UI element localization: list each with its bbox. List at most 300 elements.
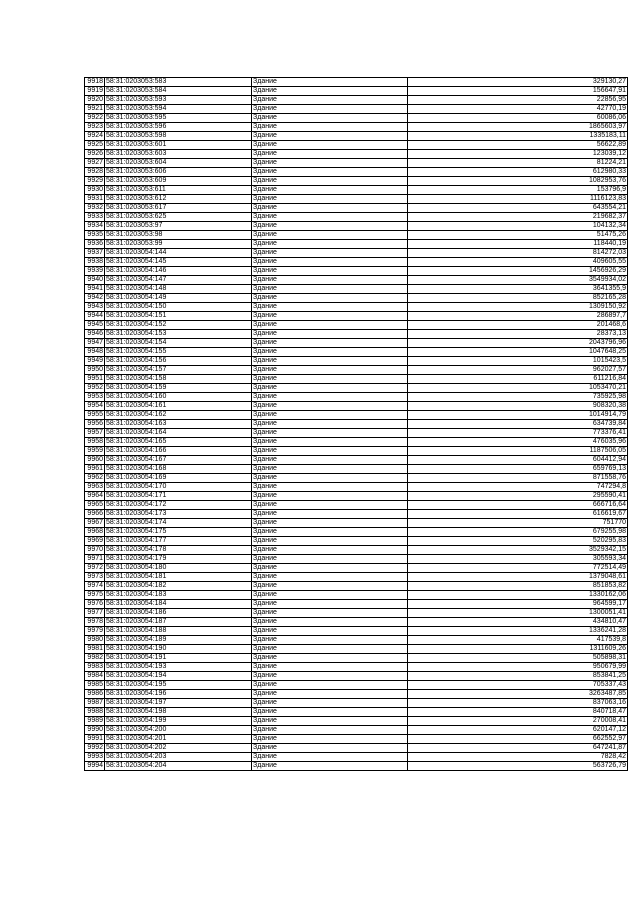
- cadastral-number: 58:31:0203054:189: [105, 636, 252, 645]
- table-row: [85, 609, 628, 618]
- row-number: 9959: [85, 447, 105, 456]
- object-type: Здание: [252, 312, 408, 321]
- table-row: [85, 681, 628, 690]
- object-type: Здание: [252, 564, 408, 573]
- object-type: Здание: [252, 627, 408, 636]
- object-type: Здание: [252, 78, 408, 87]
- object-type: Здание: [252, 267, 408, 276]
- object-type: Здание: [252, 303, 408, 312]
- object-type: Здание: [252, 582, 408, 591]
- row-number: 9934: [85, 222, 105, 231]
- row-number: 9983: [85, 663, 105, 672]
- row-number: 9920: [85, 96, 105, 105]
- cadastral-number: 58:31:0203054:194: [105, 672, 252, 681]
- cadastral-value: 837063,16: [408, 699, 628, 708]
- object-type: Здание: [252, 519, 408, 528]
- row-number: 9981: [85, 645, 105, 654]
- table-row: [85, 492, 628, 501]
- row-number: 9962: [85, 474, 105, 483]
- table-row: [85, 636, 628, 645]
- object-type: Здание: [252, 510, 408, 519]
- row-number: 9976: [85, 600, 105, 609]
- cadastral-number: 58:31:0203053:98: [105, 231, 252, 240]
- cadastral-value: 853841,25: [408, 672, 628, 681]
- row-number: 9947: [85, 339, 105, 348]
- table-row: [85, 204, 628, 213]
- cadastral-value: 735925,98: [408, 393, 628, 402]
- cadastral-number: 58:31:0203054:196: [105, 690, 252, 699]
- cadastral-value: 1456926,29: [408, 267, 628, 276]
- object-type: Здание: [252, 159, 408, 168]
- object-type: Здание: [252, 384, 408, 393]
- row-number: 9958: [85, 438, 105, 447]
- row-number: 9961: [85, 465, 105, 474]
- cadastral-value: 3529342,15: [408, 546, 628, 555]
- cadastral-number: 58:31:0203054:144: [105, 249, 252, 258]
- row-number: 9984: [85, 672, 105, 681]
- row-number: 9931: [85, 195, 105, 204]
- row-number: 9941: [85, 285, 105, 294]
- cadastral-value: 908320,38: [408, 402, 628, 411]
- cadastral-number: 58:31:0203054:183: [105, 591, 252, 600]
- table-row: [85, 510, 628, 519]
- cadastral-value: 409605,55: [408, 258, 628, 267]
- table-row: [85, 168, 628, 177]
- cadastral-number: 58:31:0203054:186: [105, 609, 252, 618]
- cadastral-number: 58:31:0203054:163: [105, 420, 252, 429]
- row-number: 9982: [85, 654, 105, 663]
- cadastral-number: 58:31:0203053:612: [105, 195, 252, 204]
- table-row: [85, 195, 628, 204]
- cadastral-number: 58:31:0203053:584: [105, 87, 252, 96]
- cadastral-number: 58:31:0203054:197: [105, 699, 252, 708]
- cadastral-number: 58:31:0203054:161: [105, 402, 252, 411]
- table-row: [85, 78, 628, 87]
- cadastral-value: 123039,12: [408, 150, 628, 159]
- row-number: 9964: [85, 492, 105, 501]
- table-row: [85, 645, 628, 654]
- cadastral-number: 58:31:0203054:169: [105, 474, 252, 483]
- table-row: [85, 591, 628, 600]
- cadastral-value: 434810,47: [408, 618, 628, 627]
- row-number: 9938: [85, 258, 105, 267]
- table-row: [85, 546, 628, 555]
- cadastral-value: 851853,82: [408, 582, 628, 591]
- cadastral-number: 58:31:0203054:167: [105, 456, 252, 465]
- cadastral-value: 1336241,28: [408, 627, 628, 636]
- cadastral-number: 58:31:0203054:181: [105, 573, 252, 582]
- cadastral-value: 201468,6: [408, 321, 628, 330]
- cadastral-number: 58:31:0203053:594: [105, 105, 252, 114]
- table-row: [85, 303, 628, 312]
- cadastral-value: 647241,87: [408, 744, 628, 753]
- object-type: Здание: [252, 285, 408, 294]
- cadastral-value: 643554,21: [408, 204, 628, 213]
- cadastral-value: 964599,17: [408, 600, 628, 609]
- cadastral-number: 58:31:0203054:202: [105, 744, 252, 753]
- cadastral-value: 563726,79: [408, 762, 628, 771]
- cadastral-number: 58:31:0203054:162: [105, 411, 252, 420]
- cadastral-number: 58:31:0203054:147: [105, 276, 252, 285]
- row-number: 9968: [85, 528, 105, 537]
- cadastral-value: 1309150,92: [408, 303, 628, 312]
- table-row: [85, 240, 628, 249]
- cadastral-value: 3263487,85: [408, 690, 628, 699]
- object-type: Здание: [252, 681, 408, 690]
- object-type: Здание: [252, 240, 408, 249]
- cadastral-value: 1330162,06: [408, 591, 628, 600]
- cadastral-number: 58:31:0203054:159: [105, 384, 252, 393]
- cadastral-number: 58:31:0203054:193: [105, 663, 252, 672]
- object-type: Здание: [252, 96, 408, 105]
- table-row: [85, 384, 628, 393]
- object-type: Здание: [252, 501, 408, 510]
- cadastral-number: 58:31:0203054:172: [105, 501, 252, 510]
- row-number: 9963: [85, 483, 105, 492]
- table-row: [85, 132, 628, 141]
- cadastral-number: 58:31:0203054:204: [105, 762, 252, 771]
- cadastral-value: 666716,64: [408, 501, 628, 510]
- object-type: Здание: [252, 132, 408, 141]
- table-row: [85, 672, 628, 681]
- object-type: Здание: [252, 762, 408, 771]
- row-number: 9942: [85, 294, 105, 303]
- cadastral-number: 58:31:0203054:173: [105, 510, 252, 519]
- row-number: 9989: [85, 717, 105, 726]
- table-row: [85, 222, 628, 231]
- table-row: [85, 312, 628, 321]
- object-type: Здание: [252, 600, 408, 609]
- row-number: 9991: [85, 735, 105, 744]
- row-number: 9975: [85, 591, 105, 600]
- cadastral-value: 520295,83: [408, 537, 628, 546]
- cadastral-value: 3549934,02: [408, 276, 628, 285]
- cadastral-value: 814272,03: [408, 249, 628, 258]
- table-row: [85, 123, 628, 132]
- table-row: [85, 393, 628, 402]
- table-row: [85, 114, 628, 123]
- cadastral-value: 1865603,97: [408, 123, 628, 132]
- row-number: 9928: [85, 168, 105, 177]
- table-row: [85, 555, 628, 564]
- cadastral-value: 28373,13: [408, 330, 628, 339]
- row-number: 9937: [85, 249, 105, 258]
- row-number: 9923: [85, 123, 105, 132]
- object-type: Здание: [252, 753, 408, 762]
- cadastral-number: 58:31:0203054:200: [105, 726, 252, 735]
- table-row: [85, 294, 628, 303]
- table-row: [85, 573, 628, 582]
- object-type: Здание: [252, 393, 408, 402]
- table-row: [85, 141, 628, 150]
- row-number: 9944: [85, 312, 105, 321]
- row-number: 9955: [85, 411, 105, 420]
- cadastral-value: 616619,67: [408, 510, 628, 519]
- cadastral-number: 58:31:0203053:617: [105, 204, 252, 213]
- cadastral-number: 58:31:0203053:611: [105, 186, 252, 195]
- cadastral-number: 58:31:0203054:166: [105, 447, 252, 456]
- object-type: Здание: [252, 546, 408, 555]
- table-row: [85, 267, 628, 276]
- object-type: Здание: [252, 123, 408, 132]
- row-number: 9979: [85, 627, 105, 636]
- table-row: [85, 420, 628, 429]
- row-number: 9985: [85, 681, 105, 690]
- object-type: Здание: [252, 690, 408, 699]
- table-row: [85, 429, 628, 438]
- cadastral-number: 58:31:0203054:158: [105, 375, 252, 384]
- object-type: Здание: [252, 339, 408, 348]
- object-type: Здание: [252, 330, 408, 339]
- object-type: Здание: [252, 447, 408, 456]
- row-number: 9970: [85, 546, 105, 555]
- cadastral-value: 611216,84: [408, 375, 628, 384]
- row-number: 9952: [85, 384, 105, 393]
- table-row: [85, 753, 628, 762]
- cadastral-value: 1053470,21: [408, 384, 628, 393]
- row-number: 9987: [85, 699, 105, 708]
- table-row: [85, 159, 628, 168]
- object-type: Здание: [252, 555, 408, 564]
- row-number: 9974: [85, 582, 105, 591]
- cadastral-value: 751770: [408, 519, 628, 528]
- object-type: Здание: [252, 573, 408, 582]
- row-number: 9919: [85, 87, 105, 96]
- cadastral-value: 156647,91: [408, 87, 628, 96]
- object-type: Здание: [252, 276, 408, 285]
- object-type: Здание: [252, 645, 408, 654]
- object-type: Здание: [252, 366, 408, 375]
- table-row: [85, 402, 628, 411]
- cadastral-value: 270008,41: [408, 717, 628, 726]
- row-number: 9990: [85, 726, 105, 735]
- object-type: Здание: [252, 438, 408, 447]
- cadastral-value: 1082953,76: [408, 177, 628, 186]
- row-number: 9988: [85, 708, 105, 717]
- object-type: Здание: [252, 186, 408, 195]
- cadastral-number: 58:31:0203053:604: [105, 159, 252, 168]
- cadastral-number: 58:31:0203054:201: [105, 735, 252, 744]
- table-row: [85, 618, 628, 627]
- cadastral-value: 1187506,05: [408, 447, 628, 456]
- table-row: [85, 258, 628, 267]
- cadastral-value: 871558,76: [408, 474, 628, 483]
- row-number: 9939: [85, 267, 105, 276]
- object-type: Здание: [252, 429, 408, 438]
- row-number: 9949: [85, 357, 105, 366]
- object-type: Здание: [252, 465, 408, 474]
- cadastral-number: 58:31:0203054:153: [105, 330, 252, 339]
- object-type: Здание: [252, 375, 408, 384]
- table-row: [85, 474, 628, 483]
- cadastral-number: 58:31:0203053:583: [105, 78, 252, 87]
- table-row: [85, 339, 628, 348]
- cadastral-number: 58:31:0203054:179: [105, 555, 252, 564]
- object-type: Здание: [252, 168, 408, 177]
- row-number: 9973: [85, 573, 105, 582]
- row-number: 9953: [85, 393, 105, 402]
- object-type: Здание: [252, 672, 408, 681]
- object-type: Здание: [252, 321, 408, 330]
- object-type: Здание: [252, 150, 408, 159]
- cadastral-number: 58:31:0203054:195: [105, 681, 252, 690]
- table-row: [85, 249, 628, 258]
- object-type: Здание: [252, 528, 408, 537]
- object-type: Здание: [252, 411, 408, 420]
- row-number: 9948: [85, 348, 105, 357]
- table-row: [85, 501, 628, 510]
- table-row: [85, 654, 628, 663]
- cadastral-value: 51475,26: [408, 231, 628, 240]
- object-type: Здание: [252, 618, 408, 627]
- cadastral-value: 1300051,41: [408, 609, 628, 618]
- cadastral-number: 58:31:0203054:188: [105, 627, 252, 636]
- table-row: [85, 231, 628, 240]
- row-number: 9994: [85, 762, 105, 771]
- cadastral-number: 58:31:0203054:170: [105, 483, 252, 492]
- cadastral-number: 58:31:0203053:97: [105, 222, 252, 231]
- cadastral-number: 58:31:0203054:178: [105, 546, 252, 555]
- cadastral-value: 56622,89: [408, 141, 628, 150]
- cadastral-number: 58:31:0203053:609: [105, 177, 252, 186]
- cadastral-number: 58:31:0203054:151: [105, 312, 252, 321]
- row-number: 9921: [85, 105, 105, 114]
- table-row: [85, 321, 628, 330]
- cadastral-number: 58:31:0203054:150: [105, 303, 252, 312]
- cadastral-number: 58:31:0203054:184: [105, 600, 252, 609]
- cadastral-number: 58:31:0203053:603: [105, 150, 252, 159]
- table-row: [85, 276, 628, 285]
- cadastral-number: 58:31:0203054:191: [105, 654, 252, 663]
- table-body: [85, 78, 628, 771]
- cadastral-value: 42770,19: [408, 105, 628, 114]
- row-number: 9925: [85, 141, 105, 150]
- cadastral-value: 705337,43: [408, 681, 628, 690]
- object-type: Здание: [252, 663, 408, 672]
- object-type: Здание: [252, 492, 408, 501]
- cadastral-value: 505898,31: [408, 654, 628, 663]
- table-row: [85, 330, 628, 339]
- row-number: 9930: [85, 186, 105, 195]
- table-row: [85, 285, 628, 294]
- cadastral-value: 7828,42: [408, 753, 628, 762]
- row-number: 9978: [85, 618, 105, 627]
- cadastral-number: 58:31:0203054:154: [105, 339, 252, 348]
- cadastral-value: 22856,95: [408, 96, 628, 105]
- cadastral-value: 295590,41: [408, 492, 628, 501]
- cadastral-number: 58:31:0203054:152: [105, 321, 252, 330]
- cadastral-value: 104132,34: [408, 222, 628, 231]
- cadastral-value: 772514,49: [408, 564, 628, 573]
- table-row: [85, 456, 628, 465]
- object-type: Здание: [252, 213, 408, 222]
- object-type: Здание: [252, 114, 408, 123]
- row-number: 9922: [85, 114, 105, 123]
- row-number: 9957: [85, 429, 105, 438]
- object-type: Здание: [252, 294, 408, 303]
- row-number: 9951: [85, 375, 105, 384]
- object-type: Здание: [252, 105, 408, 114]
- cadastral-number: 58:31:0203054:165: [105, 438, 252, 447]
- cadastral-value: 417539,8: [408, 636, 628, 645]
- object-type: Здание: [252, 402, 408, 411]
- row-number: 9924: [85, 132, 105, 141]
- cadastral-number: 58:31:0203054:203: [105, 753, 252, 762]
- object-type: Здание: [252, 222, 408, 231]
- row-number: 9956: [85, 420, 105, 429]
- table-row: [85, 537, 628, 546]
- cadastral-value: 604412,94: [408, 456, 628, 465]
- object-type: Здание: [252, 699, 408, 708]
- cadastral-number: 58:31:0203053:593: [105, 96, 252, 105]
- cadastral-value: 620147,12: [408, 726, 628, 735]
- cadastral-value: 1311609,26: [408, 645, 628, 654]
- table-row: [85, 627, 628, 636]
- cadastral-number: 58:31:0203053:595: [105, 114, 252, 123]
- object-type: Здание: [252, 483, 408, 492]
- cadastral-value: 60086,06: [408, 114, 628, 123]
- cadastral-value: 2043796,96: [408, 339, 628, 348]
- cadastral-number: 58:31:0203054:148: [105, 285, 252, 294]
- object-type: Здание: [252, 474, 408, 483]
- table-row: [85, 87, 628, 96]
- cadastral-number: 58:31:0203053:598: [105, 132, 252, 141]
- object-type: Здание: [252, 591, 408, 600]
- cadastral-value: 1335183,11: [408, 132, 628, 141]
- cadastral-number: 58:31:0203054:198: [105, 708, 252, 717]
- object-type: Здание: [252, 231, 408, 240]
- row-number: 9986: [85, 690, 105, 699]
- object-type: Здание: [252, 735, 408, 744]
- object-type: Здание: [252, 141, 408, 150]
- cadastral-number: 58:31:0203053:601: [105, 141, 252, 150]
- table-row: [85, 96, 628, 105]
- row-number: 9936: [85, 240, 105, 249]
- table-row: [85, 438, 628, 447]
- row-number: 9967: [85, 519, 105, 528]
- object-type: Здание: [252, 195, 408, 204]
- table-row: [85, 744, 628, 753]
- row-number: 9971: [85, 555, 105, 564]
- cadastral-value: 659769,13: [408, 465, 628, 474]
- table-row: [85, 663, 628, 672]
- row-number: 9966: [85, 510, 105, 519]
- object-type: Здание: [252, 636, 408, 645]
- cadastral-value: 634739,84: [408, 420, 628, 429]
- cadastral-value: 840718,47: [408, 708, 628, 717]
- cadastral-value: 1116123,83: [408, 195, 628, 204]
- cadastral-number: 58:31:0203053:625: [105, 213, 252, 222]
- table-row: [85, 735, 628, 744]
- cadastral-number: 58:31:0203054:199: [105, 717, 252, 726]
- cadastral-number: 58:31:0203054:164: [105, 429, 252, 438]
- cadastral-value: 950679,99: [408, 663, 628, 672]
- cadastral-value: 219682,37: [408, 213, 628, 222]
- cadastral-value: 286897,7: [408, 312, 628, 321]
- table-row: [85, 582, 628, 591]
- cadastral-number: 58:31:0203054:168: [105, 465, 252, 474]
- cadastral-value: 3641355,9: [408, 285, 628, 294]
- table-row: [85, 699, 628, 708]
- object-type: Здание: [252, 609, 408, 618]
- table-row: [85, 177, 628, 186]
- cadastral-value: 747294,8: [408, 483, 628, 492]
- cadastral-number: 58:31:0203054:155: [105, 348, 252, 357]
- row-number: 9929: [85, 177, 105, 186]
- table-row: [85, 564, 628, 573]
- row-number: 9940: [85, 276, 105, 285]
- table-row: [85, 105, 628, 114]
